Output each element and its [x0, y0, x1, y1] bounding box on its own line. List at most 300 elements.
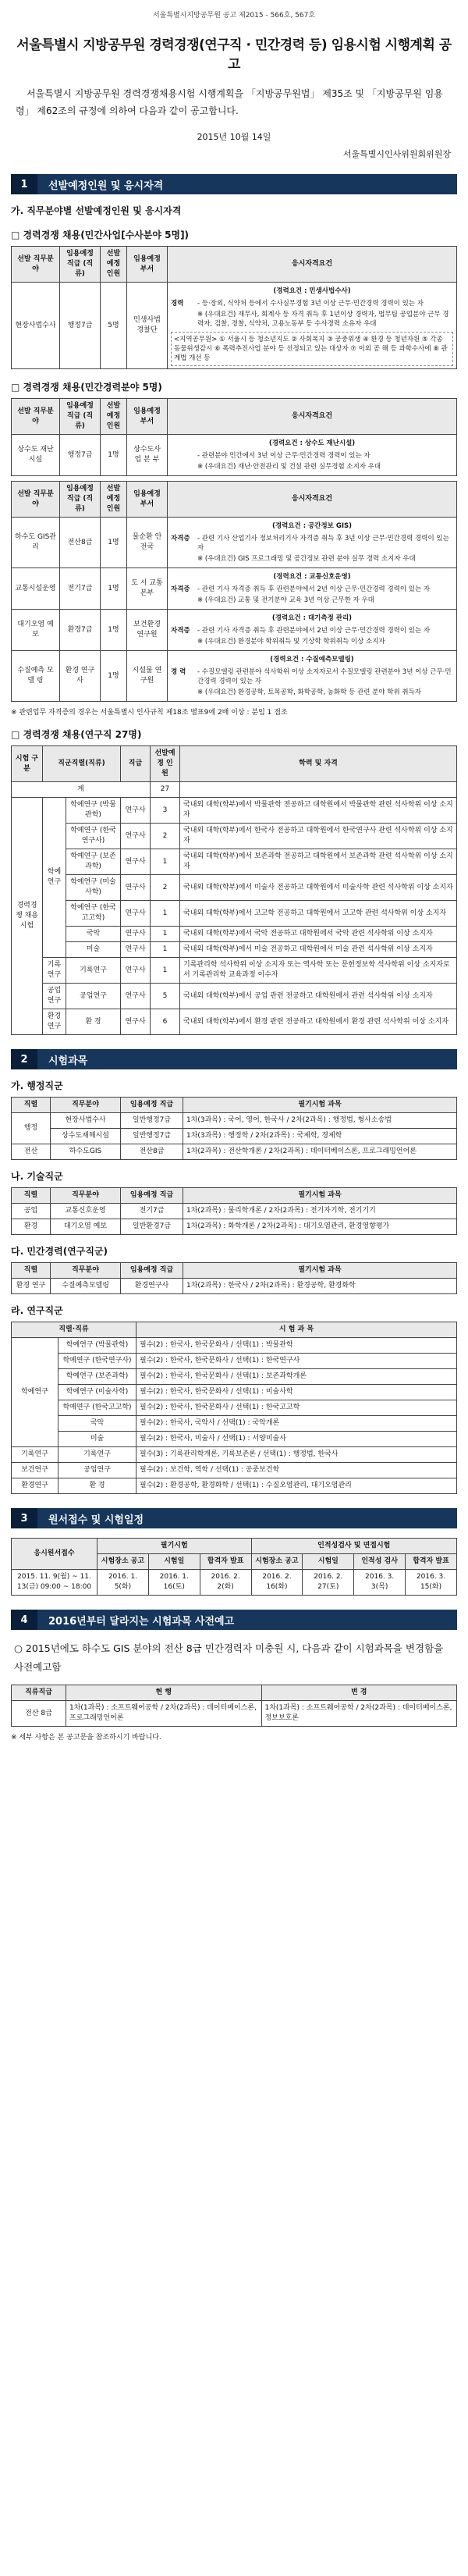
grade-cell: 연구사: [121, 901, 151, 927]
table-2-heading: [11, 380, 457, 393]
table-row: [12, 283, 457, 369]
requirement-key: [171, 451, 197, 461]
section-2-title: 시험과목: [48, 1055, 88, 1067]
requirement-text: - 관련 기사 산업기사 정보처리기사 자격증 취득 후 3년 이상 근무·민간경력 경력이 있는 자: [197, 535, 449, 552]
section-1-number: 1: [11, 174, 37, 194]
column-header: 직렬: [12, 1098, 51, 1113]
schedule-value: 2016. 3. 3(목): [354, 1570, 406, 1596]
subjects-tech-table: [11, 1187, 457, 1235]
dept-cell: 민생사법 경찰단: [127, 283, 168, 369]
subjects-cell: 필수(2) : 한국사, 국악사 / 선택(1) : 국악개론: [136, 1416, 457, 1432]
table-row: [12, 849, 457, 875]
table-row: [12, 1385, 457, 1400]
series-cell: 기록연구: [12, 1447, 58, 1463]
grade-cell: 전산8급: [60, 518, 101, 568]
requirement-key: 경 력: [171, 668, 186, 676]
count-cell: 1명: [101, 651, 127, 702]
group-cell: 환경 연구: [43, 1009, 66, 1035]
field-cell: 수질예측 모 델 링: [12, 651, 60, 702]
subjects-cell: 1차(2과목) : 한국사 / 2차(2과목) : 환경공학, 환경화학: [183, 1279, 457, 1294]
field-cell: 상수도 재난시설: [12, 435, 60, 476]
requirement-text: ※ (우대요건) 교통 및 전기분야 교육 3년 이상 근무한 자 우대: [197, 596, 374, 604]
field-cell: 학예연구 (보존과학): [58, 1369, 136, 1385]
section-3-number: 3: [11, 1508, 37, 1528]
qualification-cell: 국내외 대학(학부)에서 박물관학 전공하고 대학원에서 박물관학 관련 석사학위 이상 소지자: [180, 798, 457, 824]
table-row: [12, 435, 457, 476]
total-blank: [180, 782, 457, 798]
column-header: 시험 구분: [12, 746, 43, 782]
table-row: [12, 1009, 457, 1035]
requirement-row: [171, 626, 453, 635]
count-cell: 1명: [101, 568, 127, 610]
table-row: [12, 1369, 457, 1385]
column-header: 선발예정 인원: [151, 746, 180, 782]
page-title: 서울특별시 지방공무원 경력경쟁(연구직 · 민간경력 등) 임용시험 시행계획 공고: [16, 37, 452, 73]
issuer: 서울특별시인사위원회위원장: [342, 149, 451, 159]
table-1-heading-text: □ 경력경쟁 채용(민간사업[수사분야 5명]): [11, 229, 190, 240]
table-row: [12, 651, 457, 702]
column-header: 임용예정 직급 (직류): [60, 399, 101, 435]
table-row: [12, 1463, 457, 1478]
subjects-cell: 필수(2) : 환경공학, 환경화학 / 선택(1) : 수질오염관리, 대기오염관리: [136, 1478, 457, 1494]
subjects-cell: 1차(2과목) : 전산학개론 / 2차(2과목) : 데이터베이스론, 프로그래밍언어론: [183, 1144, 457, 1160]
column-header: 임용예정 직급: [121, 1098, 183, 1113]
column-header: 임용예정 직급 (직류): [60, 247, 101, 283]
column-header: 선발 예정 인원: [101, 399, 127, 435]
table-row: [12, 1279, 457, 1294]
column-header: 인적성검사 및 면접시험: [251, 1539, 456, 1554]
section-3-title: 원서접수 및 시험일정: [48, 1514, 144, 1526]
grade-cell: 행정7급: [60, 283, 101, 369]
table-row: [12, 984, 457, 1009]
grade-cell: 행정7급: [60, 435, 101, 476]
requirement-key: [171, 596, 197, 605]
subjects-cell: 1차(2과목) : 화학개론 / 2차(2과목) : 대기오염관리, 환경영향평가: [183, 1219, 457, 1235]
requirement-text: ※ (우대요건) 재난·안전관리 및 건설 관련 실무경험 소지자 우대: [197, 463, 381, 471]
grade-cell: 환경연구사: [121, 1279, 183, 1294]
series-cell: 전산: [12, 1144, 51, 1160]
table-row: [12, 1447, 457, 1463]
table-row: [12, 1432, 457, 1447]
column-header: 필기시험 과목: [183, 1263, 457, 1279]
section-2-c-heading: 다. 민간경력(연구직군): [11, 1246, 108, 1257]
requirement-row: [171, 554, 453, 564]
column-subheader: 시험장소 공고: [98, 1554, 149, 1570]
series-cell: 환경: [12, 1219, 51, 1235]
requirement-text: ※ (우대요건) 환경분야 학위취득 및 기상학 학위취득 이상 소지자: [197, 638, 385, 646]
requirement-key: 자격증: [171, 585, 190, 593]
requirements-cell: [168, 651, 457, 702]
requirement-key: [171, 637, 197, 646]
table-4-heading: [11, 728, 457, 741]
column-header: 직무분야: [51, 1188, 121, 1204]
field-cell: 교통신호운영: [51, 1204, 121, 1219]
column-header: 임용예정 직급 (직류): [60, 482, 101, 518]
requirement-row: [171, 299, 453, 308]
table-row: [12, 1416, 457, 1432]
field-cell: 미술: [58, 1432, 136, 1447]
schedule-value: 2016. 2. 2(화): [200, 1570, 251, 1596]
requirements-cell: [168, 283, 457, 369]
requirement-row: [171, 637, 453, 646]
subjects-cell: 필수(2) : 한국사, 한국문화사 / 선택(1) : 미술사학: [136, 1385, 457, 1400]
requirement-key: [171, 554, 197, 564]
table-row: [12, 1129, 457, 1144]
subjects-admin-table: [11, 1097, 457, 1160]
requirement-key: [171, 688, 197, 697]
schedule-value: 2016. 3. 15(화): [406, 1570, 457, 1596]
subfield-cell: 환 경: [66, 1009, 121, 1035]
table-row: [12, 942, 457, 958]
grade-cell: 연구사: [121, 927, 151, 942]
count-cell: 1명: [101, 518, 127, 568]
field-cell: 현장사법수사: [12, 283, 60, 369]
column-header: 필기시험 과목: [183, 1098, 457, 1113]
field-cell: 현장사법수사: [51, 1113, 121, 1129]
subjects-cell: 필수(2) : 한국사, 한국문화사 / 선택(1) : 박물관학: [136, 1338, 457, 1354]
section-3-header: [11, 1508, 457, 1528]
requirement-row: [171, 534, 453, 553]
series-cell: 환경연구: [12, 1478, 58, 1494]
table-4-heading-text: □ 경력경쟁 채용(연구직 27명): [11, 729, 142, 740]
grade-cell: 전산8급: [121, 1144, 183, 1160]
count-cell: 6: [151, 1009, 180, 1035]
subfield-cell: 학예연구 (한국고고학): [66, 901, 121, 927]
column-header: 응시자격요건: [168, 482, 457, 518]
field-cell: 학예연구 (한국연구사): [58, 1354, 136, 1369]
column-header: 직렬: [12, 1188, 51, 1204]
column-header: 직류직급: [12, 1685, 66, 1701]
column-header: 선발 직무분야: [12, 482, 60, 518]
column-header: 직렬: [12, 1263, 51, 1279]
count-cell: 1: [151, 958, 180, 984]
schedule-value: 2016. 1. 16(토): [148, 1570, 200, 1596]
requirements-cell: [168, 435, 457, 476]
grade-cell: 환경7급: [60, 610, 101, 651]
table-row: [12, 1219, 457, 1235]
total-count: 27: [151, 782, 180, 798]
schedule-value: 2016. 1. 5(화): [98, 1570, 149, 1596]
subfield-cell: 공업연구: [66, 984, 121, 1009]
count-cell: 2: [151, 824, 180, 849]
table-1-heading: [11, 228, 457, 241]
requirement-text: ※ (우대요건) 환경공학, 토목공학, 화학공학, 농화학 등 관련 분야 학위 취득자: [197, 688, 422, 696]
column-header: 임용예정 부서: [127, 399, 168, 435]
requirement-key: [171, 310, 197, 329]
section-2-b-heading: 나. 기술직군: [11, 1171, 63, 1182]
column-header: 변 경: [261, 1685, 457, 1701]
count-cell: 1: [151, 942, 180, 958]
column-header: 필기시험: [98, 1539, 252, 1554]
requirements-cell: [168, 568, 457, 610]
column-header: 필기시험 과목: [183, 1188, 457, 1204]
qualification-cell: 국내외 대학(학부)에서 공업 관련 전공하고 대학원에서 관련 석사학위 이상 소지자: [180, 984, 457, 1009]
requirements-heading: (경력요건 : 공간정보 GIS): [272, 522, 352, 530]
qualification-cell: 국내외 대학(학부)에서 보존과학 전공하고 대학원에서 보존과학 관련 석사학위 이상 소지자: [180, 849, 457, 875]
announce-date: 2015년 10월 14일: [197, 132, 271, 142]
column-header: 학력 및 자격: [180, 746, 457, 782]
table-2-heading-text: □ 경력경쟁 채용(민간경력분야 5명): [11, 382, 162, 393]
section-4-number: 4: [11, 1610, 37, 1630]
section-2-number: 2: [11, 1049, 37, 1069]
column-header: 직군직렬(직류): [43, 746, 121, 782]
total-label: 계: [12, 782, 151, 798]
grade-cell: 연구사: [121, 984, 151, 1009]
grade-cell: 환경 연구사: [60, 651, 101, 702]
schedule-table: [11, 1538, 457, 1596]
requirements-heading: (경력요건 : 민생사법수사): [273, 287, 351, 295]
grade-cell: 연구사: [121, 958, 151, 984]
table-row: [12, 901, 457, 927]
column-subheader: 시험장소 공고: [251, 1554, 303, 1570]
table-row: [12, 927, 457, 942]
current-subjects: 1차(1과목) : 소프트웨어공학 / 2차(2과목) : 데이터베이스론, 프로그래밍언어론: [66, 1701, 262, 1727]
qualification-cell: 국내외 대학(학부)에서 미술 전공하고 대학원에서 미술 관련 석사학위 이상 소지자: [180, 942, 457, 958]
column-header: 현 행: [66, 1685, 262, 1701]
column-header: 직무분야: [51, 1263, 121, 1279]
requirement-text: - 관련 기사 자격증 취득 후 관련분야에서 2년 이상 근무·민간경력 경력이 있는 자: [197, 627, 431, 635]
column-header: 응시자격요건: [168, 247, 457, 283]
count-cell: 1명: [101, 435, 127, 476]
dept-cell: 도 시 교통본부: [127, 568, 168, 610]
column-header: 응시원서접수: [12, 1539, 98, 1570]
column-header: 직렬·직류: [12, 1322, 136, 1338]
schedule-value: 2015. 11. 9(월) ~ 11. 13(금) 09:00 ~ 18:00: [12, 1570, 98, 1596]
requirement-text: - 관련 기사 자격증 취득 후 관련분야에서 2년 이상 근무·민간경력 경력이 있는 자: [197, 585, 431, 593]
subfield-cell: 학예연구 (박물관학): [66, 798, 121, 824]
intro-paragraph: 서울특별시 지방공무원 경력경쟁채용시험 시행계획을 「지방공무원법」 제35조 및 「지방공무원 임용령」 제62조의 규정에 의하여 다음과 같이 공고합니다.: [16, 88, 443, 116]
table-3: [11, 481, 457, 702]
table-row: [12, 518, 457, 568]
section-1-subheading: 가. 직무분야별 선발예정인원 및 응시자격: [11, 205, 182, 216]
requirement-row: [171, 451, 453, 461]
table-row: [12, 824, 457, 849]
subjects-cell: 1차(3과목) : 국어, 영어, 한국사 / 2차(2과목) : 행정법, 형사소송법: [183, 1113, 457, 1129]
field-cell: 하수도GIS: [51, 1144, 121, 1160]
requirement-key: 자격증: [171, 535, 190, 543]
qualification-cell: 국내외 대학(학부)에서 국악 전공하고 대학원에서 국악 관련 석사학위 이상 소지자: [180, 927, 457, 942]
change-table: [11, 1685, 457, 1727]
column-subheader: 인적성 검사: [354, 1554, 406, 1570]
field-cell: 국악: [58, 1416, 136, 1432]
field-cell: 학예연구 (박물관학): [58, 1338, 136, 1354]
dept-cell: 상수도사업 본 부: [127, 435, 168, 476]
table-row: [12, 1113, 457, 1129]
grade-cell: 연구사: [121, 798, 151, 824]
count-cell: 1: [151, 927, 180, 942]
grade-cell: 연구사: [121, 1009, 151, 1035]
requirements-cell: [168, 518, 457, 568]
top-note: 서울특별시지방공무원 공고 제2015 - 566호, 567호: [152, 12, 316, 20]
table-row: [12, 1354, 457, 1369]
column-subheader: 시험일: [303, 1554, 354, 1570]
field-cell: 대기오염 예보: [51, 1219, 121, 1235]
column-header: 선발 예정 인원: [101, 247, 127, 283]
column-header: 선발 예정 인원: [101, 482, 127, 518]
column-header: 선발 직무분야: [12, 399, 60, 435]
requirement-row: [171, 667, 453, 686]
requirement-key: 경력: [171, 300, 184, 308]
table-1: [11, 246, 457, 369]
subjects-cell: 1차(3과목) : 행정학 / 2차(2과목) : 국제학, 경제학: [183, 1129, 457, 1144]
column-subheader: 시험일: [148, 1554, 200, 1570]
change-notice: ○ 2015년에도 하수도 GIS 분야의 전산 8급 민간경력자 미충원 시, 다음과 같이 시험과목을 변경함을 사전예고함: [14, 1642, 444, 1673]
requirement-row: [171, 688, 453, 697]
subjects-cell: 필수(2) : 한국사, 한국문화사 / 선택(1) : 한국고고학: [136, 1400, 457, 1416]
requirement-row: [171, 585, 453, 594]
qualification-cell: 국내외 대학(학부)에서 미술사 전공하고 대학원에서 미술사학 관련 석사학위 이상 소지자: [180, 875, 457, 901]
subjects-cell: 필수(2) : 보건학, 역학 / 선택(1) : 공중보건학: [136, 1463, 457, 1478]
field-cell: 기록연구: [58, 1447, 136, 1463]
requirement-row: [171, 310, 453, 329]
section-2-header: [11, 1049, 457, 1069]
grade-cell: 전산 8급: [12, 1701, 66, 1727]
field-cell: 공업연구: [58, 1463, 136, 1478]
total-row: [12, 782, 457, 798]
subjects-cell: 필수(2) : 한국사, 한국문화사 / 선택(1) : 보존과학개론: [136, 1369, 457, 1385]
column-header: 직급: [121, 746, 151, 782]
count-cell: 1: [151, 901, 180, 927]
subjects-research-table: [11, 1322, 457, 1494]
grade-cell: 전기7급: [60, 568, 101, 610]
table-2: [11, 398, 457, 476]
column-subheader: 합격자 발표: [200, 1554, 251, 1570]
field-cell: 수질예측모델링: [51, 1279, 121, 1294]
table-row: [12, 1478, 457, 1494]
count-cell: 1명: [101, 610, 127, 651]
requirement-text: ※ (우대요건) 재무사, 회계사 등 자격 취득 후 1년이상 경력자, 법무팀 공업분야 근무 경력자, 검찰, 경찰, 식약처, 고용노동부 등 수사경력 소유자 우대: [197, 311, 449, 328]
series-cell: 환경 연구: [12, 1279, 51, 1294]
requirement-text: - 등·장외, 식약처 등에서 수사실무경험 3년 이상 근무·민간경력 경력이 있는 자: [197, 300, 424, 308]
table-row: [12, 1144, 457, 1160]
changed-subjects: 1차(1과목) : 소프트웨어공학 / 2차(2과목) : 데이터베이스론, 정보보호론: [261, 1701, 457, 1727]
grade-cell: 일반행정7급: [121, 1113, 183, 1129]
subfield-cell: 미술: [66, 942, 121, 958]
series-cell: 학예연구: [12, 1338, 58, 1447]
subfield-cell: 국악: [66, 927, 121, 942]
section-4-title: 2016년부터 달라지는 시험과목 사전예고: [48, 1615, 235, 1628]
section-4-header: [11, 1610, 457, 1630]
schedule-value: 2016. 2. 27(토): [303, 1570, 354, 1596]
column-header: 임용예정 직급: [121, 1263, 183, 1279]
requirements-heading: (경력요건 : 교통신호운영): [273, 573, 351, 581]
qualification-cell: 국내외 대학(학부)에서 한국사 전공하고 대학원에서 한국연구사 관련 석사학위 이상 소지자: [180, 824, 457, 849]
requirement-text: ※ (우대요건) GIS 프로그래밍 및 공간정보 관련 분야 실무 경력 소지자 우대: [197, 555, 416, 563]
requirement-key: [171, 462, 197, 471]
table-row: [12, 1338, 457, 1354]
field-cell: 하수도 GIS관리: [12, 518, 60, 568]
column-header: 시 험 과 목: [136, 1322, 457, 1338]
field-cell: 교통시설운영: [12, 568, 60, 610]
column-subheader: 합격자 발표: [406, 1554, 457, 1570]
dept-cell: 물순환 안전국: [127, 518, 168, 568]
grade-cell: 전기7급: [121, 1204, 183, 1219]
count-cell: 5명: [101, 283, 127, 369]
series-cell: 공업: [12, 1204, 51, 1219]
table-row: [12, 610, 457, 651]
grade-cell: 연구사: [121, 824, 151, 849]
group-cell: 기록 연구: [43, 958, 66, 984]
subfield-cell: 학예연구 (보존과학): [66, 849, 121, 875]
group-cell: 공업 연구: [43, 984, 66, 1009]
requirement-row: [171, 596, 453, 605]
table-row: [12, 1204, 457, 1219]
section-2-a-heading: 가. 행정직군: [11, 1080, 63, 1091]
requirements-heading: (경력요건 : 상수도 재난시설): [268, 439, 356, 447]
column-header: 임용예정 직급: [121, 1188, 183, 1204]
series-cell: 보건연구: [12, 1463, 58, 1478]
section-2-d-heading: 라. 연구직군: [11, 1305, 63, 1316]
group-cell: 학예 연구: [43, 798, 66, 958]
table-row: [12, 568, 457, 610]
qualification-cell: 국내외 대학(학부)에서 고고학 전공하고 대학원에서 고고학 관련 석사학위 이상 소지자: [180, 901, 457, 927]
column-header: 직무분야: [51, 1098, 121, 1113]
grade-cell: 일반환경7급: [121, 1219, 183, 1235]
table-4: [11, 745, 457, 1035]
subjects-cell: 필수(3) : 기록관리학개론, 기록보존론 / 선택(1) : 행정법, 한국사: [136, 1447, 457, 1463]
table-row: [12, 958, 457, 984]
subfield-cell: 학예연구 (한국연구사): [66, 824, 121, 849]
table-row: [12, 1400, 457, 1416]
requirement-row: [171, 462, 453, 471]
exam-type-cell: 경력경쟁 채용 시험: [12, 798, 43, 1035]
table-row: [12, 875, 457, 901]
subjects-cell: 필수(2) : 한국사, 한국문화사 / 선택(1) : 한국연구사: [136, 1354, 457, 1369]
dept-cell: 시설물 연구원: [127, 651, 168, 702]
grade-cell: 연구사: [121, 942, 151, 958]
field-cell: 학예연구 (한국고고학): [58, 1400, 136, 1416]
column-header: 임용예정 부서: [127, 247, 168, 283]
grade-cell: 연구사: [121, 849, 151, 875]
requirement-text: - 관련분야 민간에서 3년 이상 근무·민간경력 경력이 있는 자: [197, 452, 370, 460]
section-1-header: [11, 174, 457, 194]
grade-cell: 일반행정7급: [121, 1129, 183, 1144]
column-header: 선발 직무분야: [12, 247, 60, 283]
column-header: 응시자격요건: [168, 399, 457, 435]
requirements-heading: (경력요건 : 수질예측모델링): [270, 656, 354, 664]
column-header: 임용예정 부서: [127, 482, 168, 518]
requirement-key: 자격증: [171, 627, 190, 635]
requirements-heading: (경력요건 : 대기측정 관리): [271, 614, 353, 622]
footnote-1: ※ 관련업무 자격증의 경우는 서울특별시 인사규칙 제18조 별표9에 2배 이상 : 분임 1 점조: [11, 709, 288, 717]
grade-cell: 연구사: [121, 875, 151, 901]
requirement-note: <지역공무원> ① 서울시 등 청소년지도 ② 사회복지 ③ 공중위생 ④ 환경 등 청년자원 ⑤ 각종 동물위생감시 ⑥ 폭력추진사업 분야 등 선정되고 있는 대상자 ⑦ 이외 공 해 등 과학수사에 ⑧ 관계법 개선 등: [171, 332, 453, 366]
field-cell: 환 경: [58, 1478, 136, 1494]
requirement-text: - 수질모델링 관련분야 석사학위 이상 소지자로서 수질모델링 관련분야 3년 이상 근무·민간경력 경력이 있는 자: [197, 668, 452, 685]
count-cell: 5: [151, 984, 180, 1009]
dept-cell: 보건환경 연구원: [127, 610, 168, 651]
subjects-cell: 1차(2과목) : 물리학개론 / 2차(2과목) : 전기자기학, 전기기기: [183, 1204, 457, 1219]
subfield-cell: 기록연구: [66, 958, 121, 984]
subjects-cell: 필수(2) : 한국사, 미술사 / 선택(1) : 서양미술사: [136, 1432, 457, 1447]
section-1-title: 선발예정인원 및 응시자격: [48, 180, 164, 192]
footer-note: ※ 세부 사항은 본 공고문을 참조하시기 바랍니다.: [11, 1734, 161, 1742]
subfield-cell: 학예연구 (미술사학): [66, 875, 121, 901]
field-cell: 상수도재해시설: [51, 1129, 121, 1144]
series-cell: 행정: [12, 1113, 51, 1144]
count-cell: 3: [151, 798, 180, 824]
requirements-cell: [168, 610, 457, 651]
schedule-value: 2016. 2. 16(화): [251, 1570, 303, 1596]
field-cell: 학예연구 (미술사학): [58, 1385, 136, 1400]
table-row: [12, 1701, 457, 1727]
qualification-cell: 국내외 대학(학부)에서 환경 관련 전공하고 대학원에서 환경 관련 석사학위 이상 소지자: [180, 1009, 457, 1035]
count-cell: 1: [151, 849, 180, 875]
table-row: [12, 798, 457, 824]
qualification-cell: 기록관리학 석사학위 이상 소지자 또는 역사학 또는 문헌정보학 석사학위 이상 소지자로서 기록관리학 교육과정 이수자: [180, 958, 457, 984]
subjects-private-table: [11, 1262, 457, 1294]
field-cell: 대기오염 예보: [12, 610, 60, 651]
